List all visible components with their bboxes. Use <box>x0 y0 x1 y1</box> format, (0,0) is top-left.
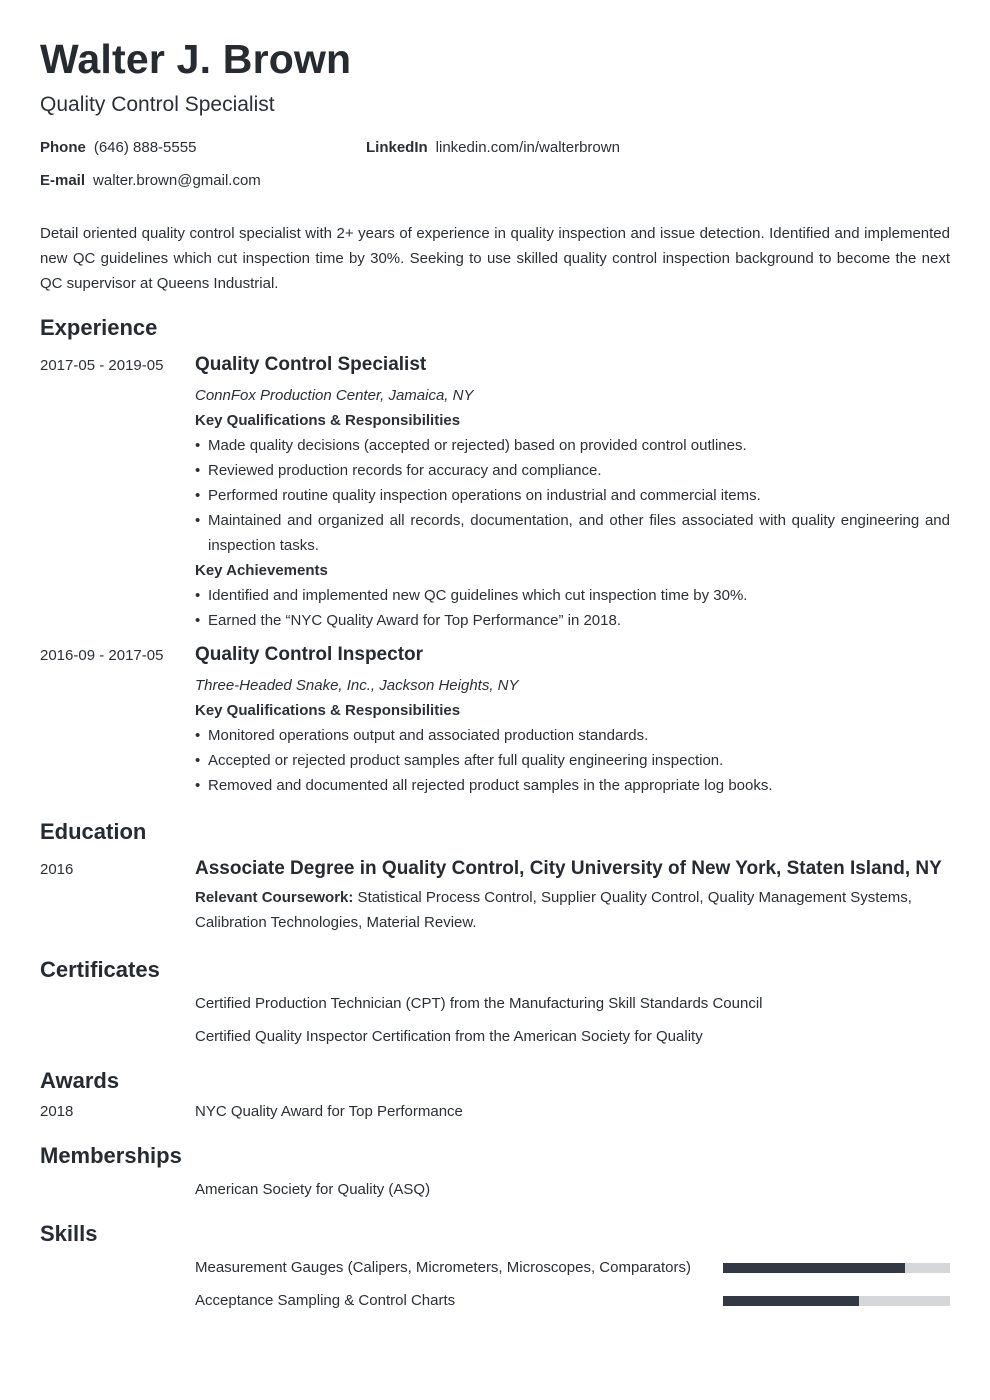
list-item: • Monitored operations output and associated production standards. <box>195 723 950 748</box>
skill-level-fill <box>723 1263 905 1273</box>
list-item: • Accepted or rejected product samples after full quality engineering inspection. <box>195 748 950 773</box>
email-value: walter.brown@gmail.com <box>93 172 261 190</box>
job-role: Quality Control Inspector <box>195 644 424 666</box>
qualifications-heading: Key Qualifications & Responsibilities <box>195 412 461 430</box>
education-coursework <box>195 885 950 935</box>
award-year: 2018 <box>40 1103 74 1121</box>
candidate-title: Quality Control Specialist <box>40 93 275 117</box>
list-item: • Performed routine quality inspection operations on industrial and commercial items. <box>195 483 950 508</box>
education-body <box>195 858 950 935</box>
job-company: Three-Headed Snake, Inc., Jackson Heights, NY <box>195 677 519 695</box>
achievements-list <box>195 583 950 633</box>
achievements-heading: Key Achievements <box>195 562 328 580</box>
phone-value: (646) 888-5555 <box>93 139 197 157</box>
job-dates: 2017-05 - 2019-05 <box>40 357 164 375</box>
skill-level-bar <box>723 1263 950 1273</box>
coursework-label: Relevant Coursework: <box>195 889 354 907</box>
linkedin-label: LinkedIn <box>366 139 428 157</box>
job-role: Quality Control Specialist <box>195 354 427 376</box>
skills-heading: Skills <box>40 1221 98 1247</box>
summary-paragraph: Detail oriented quality control specialist with 2+ years of experience in quality inspection and issue detection. Identified and implemented new QC guidelines which cut inspection time by 30%. Seeking to use skilled quality control inspection background to become the next QC supervisor at Queens Industrial. <box>40 225 950 293</box>
list-item: • Removed and documented all rejected product samples in the appropriate log books. <box>195 773 950 798</box>
candidate-name: Walter J. Brown <box>40 36 352 82</box>
job-dates: 2016-09 - 2017-05 <box>40 647 164 665</box>
contact-block <box>40 139 950 205</box>
education-heading: Education <box>40 819 147 845</box>
qualifications-heading: Key Qualifications & Responsibilities <box>195 702 461 720</box>
contact-email <box>40 172 261 189</box>
education-year: 2016 <box>40 861 74 879</box>
skill-name: Measurement Gauges (Calipers, Micrometers, Microscopes, Comparators) <box>195 1259 691 1277</box>
skill-level-fill <box>723 1296 859 1306</box>
qualifications-list <box>195 723 950 798</box>
certificate-item: Certified Production Technician (CPT) from the Manufacturing Skill Standards Council <box>195 995 763 1013</box>
memberships-heading: Memberships <box>40 1143 182 1169</box>
education-degree: Associate Degree in Quality Control, City University of New York, Staten Island, NY <box>195 858 942 880</box>
membership-item: American Society for Quality (ASQ) <box>195 1181 431 1199</box>
contact-linkedin <box>366 139 620 156</box>
contact-phone <box>40 139 196 156</box>
experience-heading: Experience <box>40 315 158 341</box>
phone-label: Phone <box>40 139 86 157</box>
skill-level-bar <box>723 1296 950 1306</box>
list-item: • Identified and implemented new QC guidelines which cut inspection time by 30%. <box>195 583 950 608</box>
education-entry <box>40 858 950 935</box>
job-entry <box>40 354 950 633</box>
list-item: • Maintained and organized all records, documentation, and other files associated with quality engineering and inspection tasks. <box>195 508 950 558</box>
linkedin-value: linkedin.com/in/walterbrown <box>435 139 620 157</box>
certificates-heading: Certificates <box>40 957 160 983</box>
skill-row <box>195 1259 950 1276</box>
job-body <box>195 354 950 633</box>
list-item: • Reviewed production records for accuracy and compliance. <box>195 458 950 483</box>
job-entry <box>40 644 950 798</box>
list-item: • Made quality decisions (accepted or rejected) based on provided control outlines. <box>195 433 950 458</box>
job-body <box>195 644 950 798</box>
email-label: E-mail <box>40 172 86 190</box>
list-item: • Earned the “NYC Quality Award for Top Performance” in 2018. <box>195 608 950 633</box>
coursework-value: Statistical Process Control, Supplier Quality Control, Quality Management Systems, Calibration Technologies, Material Review. <box>195 889 912 932</box>
award-name: NYC Quality Award for Top Performance <box>195 1103 463 1121</box>
certificate-item: Certified Quality Inspector Certification from the American Society for Quality <box>195 1028 703 1046</box>
qualifications-list <box>195 433 950 558</box>
awards-heading: Awards <box>40 1068 120 1094</box>
skill-name: Acceptance Sampling & Control Charts <box>195 1292 456 1310</box>
skill-row <box>195 1292 950 1309</box>
job-company: ConnFox Production Center, Jamaica, NY <box>195 387 474 405</box>
award-entry <box>40 1103 950 1120</box>
